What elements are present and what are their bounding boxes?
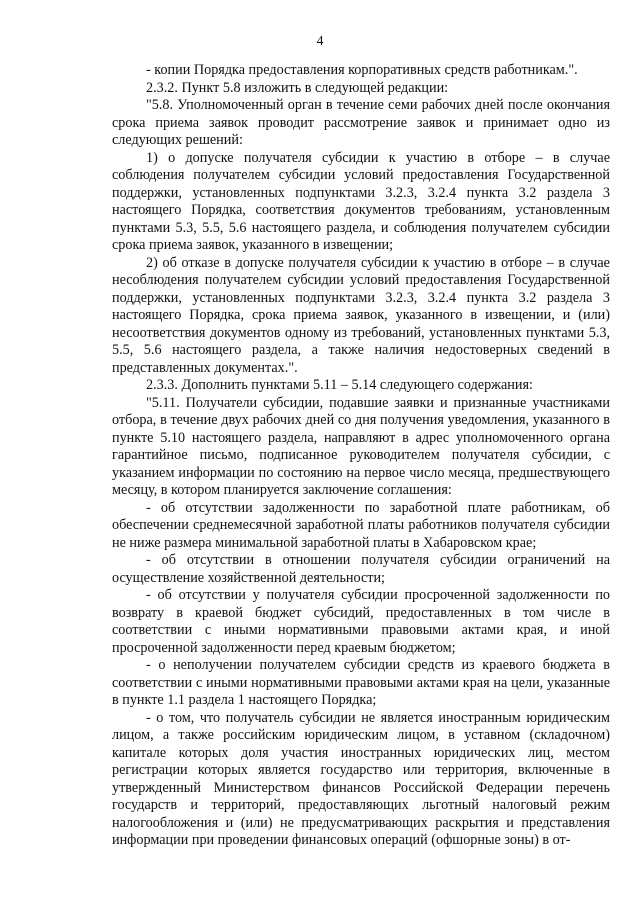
document-body (112, 62, 610, 850)
paragraph-5-8: "5.8. Уполномоченный орган в течение семи рабочих дней после окончания срока приема заявок проводит рассмотрение заявок и принимает одно из следующих решений: (112, 97, 610, 148)
paragraph-copies-of-procedure: - копии Порядка предоставления корпоративных средств работникам.". (146, 62, 578, 78)
paragraph-bullet-not-foreign: - о том, что получатель субсидии не является иностранным юридическим лицом, а также российским юридическим лицом, в уставном (складочном) капитале которых доля участия иностранных юридических лиц, местом регистрации которых является государство или территория, включенные в утвержденный Министерством финансов Российской Федерации перечень государств и территорий, предоставляющих льготный налоговый режим налогообложения и (или) не предусматривающих раскрытия и представления информации при проведении финансовых операций (офшорные зоны) в от- (112, 709, 610, 848)
paragraph-5-8-item-2: 2) об отказе в допуске получателя субсидии к участию в отборе – в случае несоблюдения получателем субсидии условий предоставления Государственной поддержки, установленных подпунктами 3.2.3, 3.2.4 пункта 3.2 раздела 3 настоящего Порядка, срока приема заявок, указанного в извещении, и (или) несоответствия документов одному из требований, установленных пунктами 5.3, 5.5, 5.6 настоящего раздела, а также наличия недостоверных сведений в представленных документах.". (112, 254, 610, 376)
paragraph-2-3-3: 2.3.3. Дополнить пунктами 5.11 – 5.14 следующего содержания: (146, 377, 533, 393)
paragraph-2-3-2: 2.3.2. Пункт 5.8 изложить в следующей редакции: (146, 79, 449, 96)
paragraph-bullet-restrictions: - об отсутствии в отношении получателя субсидии ограничений на осуществление хозяйственной деятельности; (112, 552, 610, 586)
paragraph-bullet-no-funds: - о неполучении получателем субсидии средств из краевого бюджета в соответствии с иными нормативными правовыми актами края на цели, указанные в пункте 1.1 раздела 1 настоящего Порядка; (112, 657, 610, 708)
page-number: 4 (316, 34, 324, 49)
paragraph-5-8-item-1: 1) о допуске получателя субсидии к участию в отборе – в случае соблюдения получателем субсидии условий предоставления Государственной поддержки, установленных подпунктами 3.2.3, 3.2.4 пункта 3.2 раздела 3 настоящего Порядка, соответствия документов требованиям, установленным пунктами 5.3, 5.5, 5.6 настоящего раздела, и соблюдения получателем субсидии срока приема заявок, указанного в извещении; (112, 149, 610, 253)
paragraph-bullet-overdue-debt: - об отсутствии у получателя субсидии просроченной задолженности по возврату в краевой бюджет субсидий, предоставленных в том числе в соответствии с иными нормативными правовыми актами края, и иной просроченной задолженности перед краевым бюджетом; (112, 587, 610, 656)
paragraph-bullet-wages: - об отсутствии задолженности по заработной плате работникам, об обеспечении среднемесячной заработной платы работников получателя субсидии не ниже размера минимальной заработной платы в Хабаровском крае; (112, 499, 610, 551)
paragraph-5-11: "5.11. Получатели субсидии, подавшие заявки и признанные участниками отбора, в течение двух рабочих дней со дня получения уведомления, указанного в пункте 5.10 настоящего раздела, направляют в адрес уполномоченного органа гарантийное письмо, подписанное руководителем получателя субсидии, с указанием информации по состоянию на первое число месяца, предшествующего месяцу, в котором планируется заключение соглашения: (112, 394, 610, 498)
